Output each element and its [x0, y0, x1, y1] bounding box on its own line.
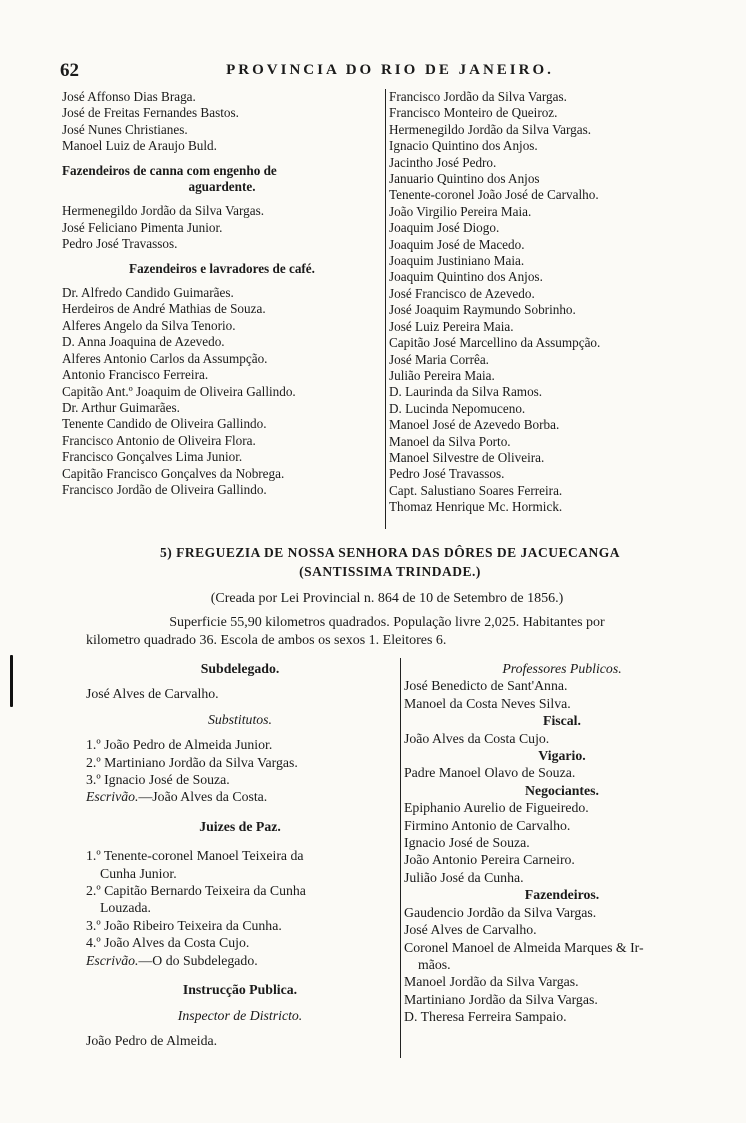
- list-item: Alferes Antonio Carlos da Assumpção.: [62, 350, 268, 366]
- list-item: Manoel da Silva Porto.: [389, 433, 511, 449]
- list-item: Joaquim José Diogo.: [389, 220, 500, 236]
- list-item: Hermenegildo Jordão da Silva Vargas.: [62, 203, 265, 219]
- list-item: José de Freitas Fernandes Bastos.: [62, 105, 239, 121]
- section-heading: Substitutos.: [207, 711, 272, 727]
- escrivao-value: —João Alves da Costa.: [138, 789, 268, 805]
- list-item: José Alves de Carvalho.: [404, 922, 537, 938]
- list-item: Manoel da Costa Neves Silva.: [404, 695, 571, 711]
- list-item: Januario Quintino dos Anjos: [389, 171, 540, 187]
- list-item: Dr. Alfredo Candido Guimarães.: [62, 285, 234, 301]
- list-item: Dr. Arthur Guimarães.: [62, 399, 180, 415]
- list-item: João Virgilio Pereira Maia.: [389, 203, 532, 219]
- column-divider: [385, 89, 386, 529]
- list-item: Hermenegildo Jordão da Silva Vargas.: [389, 121, 592, 137]
- list-item: Capitão Francisco Gonçalves da Nobrega.: [62, 465, 285, 481]
- list-item: D. Anna Joaquina de Azevedo.: [62, 334, 225, 350]
- list-item: Louzada.: [100, 900, 151, 916]
- list-item: D. Theresa Ferreira Sampaio.: [404, 1009, 567, 1025]
- statistics-line: kilometro quadrado 36. Escola de ambos os sexos 1. Eleitores 6.: [86, 633, 447, 648]
- list-item: Padre Manoel Olavo de Souza.: [404, 765, 576, 781]
- statistics-line: Superficie 55,90 kilometros quadrados. População livre 2,025. Habitantes por: [169, 615, 605, 630]
- list-item: 2.º Capitão Bernardo Teixeira da Cunha: [86, 883, 306, 899]
- section-heading: Vigario.: [538, 748, 586, 764]
- top-right-column: [389, 89, 719, 516]
- list-item: D. Laurinda da Silva Ramos.: [389, 384, 543, 400]
- list-item: Capt. Salustiano Soares Ferreira.: [389, 482, 563, 498]
- list-item: Francisco Jordão de Oliveira Gallindo.: [62, 481, 267, 497]
- page-number: 62: [60, 60, 79, 81]
- section-subtitle: (SANTISSIMA TRINDADE.): [299, 564, 481, 579]
- list-item: Tenente-coronel João José de Carvalho.: [389, 187, 599, 203]
- section-heading: Fazendeiros de canna com engenho de: [62, 162, 277, 178]
- list-item: Francisco Jordão da Silva Vargas.: [389, 89, 567, 104]
- column-divider: [400, 658, 401, 1058]
- list-item: Jacintho José Pedro.: [389, 154, 497, 170]
- list-item: Herdeiros de André Mathias de Souza.: [62, 301, 266, 317]
- list-item: Manoel Luiz de Araujo Buld.: [62, 138, 217, 154]
- list-item: Capitão Ant.º Joaquim de Oliveira Gallindo.: [62, 383, 296, 399]
- list-item: [86, 952, 394, 969]
- list-item: Manoel José de Azevedo Borba.: [389, 417, 560, 433]
- list-item: Coronel Manoel de Almeida Marques & Ir-: [404, 939, 644, 955]
- list-item: Capitão José Marcellino da Assumpção.: [389, 335, 601, 351]
- list-item: José Benedicto de Sant'Anna.: [404, 678, 568, 694]
- section-heading: Fazendeiros.: [524, 887, 600, 903]
- bottom-right-column: [404, 660, 720, 1026]
- section-heading: Inspector de Districto.: [177, 1007, 303, 1023]
- list-item: 3.º Ignacio José de Souza.: [86, 772, 230, 788]
- section-heading: Professores Publicos.: [502, 661, 622, 676]
- section-heading: Subdelegado.: [200, 661, 280, 676]
- list-item: José Alves de Carvalho.: [86, 686, 219, 702]
- top-left-column: [62, 89, 382, 498]
- list-item: Joaquim Quintino dos Anjos.: [389, 269, 543, 285]
- list-item: João Antonio Pereira Carneiro.: [404, 852, 575, 868]
- list-item: Epiphanio Aurelio de Figueiredo.: [404, 800, 589, 816]
- escrivao-label: Escrivão.: [86, 789, 139, 805]
- list-item: Manoel Jordão da Silva Vargas.: [404, 974, 579, 990]
- section-heading: Instrucção Publica.: [182, 982, 298, 998]
- list-item: D. Lucinda Nepomuceno.: [389, 400, 526, 416]
- list-item: Manoel Silvestre de Oliveira.: [389, 449, 545, 465]
- bottom-left-column: [86, 660, 394, 1049]
- list-item: Ignacio José de Souza.: [404, 835, 530, 851]
- list-item: José Nunes Christianes.: [62, 121, 188, 137]
- list-item: Pedro José Travassos.: [62, 236, 178, 252]
- list-item: José Francisco de Azevedo.: [389, 285, 535, 301]
- list-item: Julião Pereira Maia.: [389, 367, 495, 383]
- list-item: Martiniano Jordão da Silva Vargas.: [404, 991, 598, 1007]
- list-item: Cunha Junior.: [100, 865, 177, 881]
- list-item: José Affonso Dias Braga.: [62, 89, 196, 104]
- list-item: 1.º João Pedro de Almeida Junior.: [86, 737, 273, 753]
- escrivao-label: Escrivão.: [86, 952, 139, 968]
- margin-mark: [10, 655, 13, 707]
- list-item: Joaquim Justiniano Maia.: [389, 253, 525, 269]
- list-item: 4.º João Alves da Costa Cujo.: [86, 935, 250, 951]
- list-item: Julião José da Cunha.: [404, 869, 524, 885]
- list-item: Thomaz Henrique Mc. Hormick.: [389, 499, 563, 515]
- list-item: Ignacio Quintino dos Anjos.: [389, 138, 538, 154]
- list-item: Pedro José Travassos.: [389, 466, 505, 482]
- list-item: 2.º Martiniano Jordão da Silva Vargas.: [86, 754, 298, 770]
- list-item: João Alves da Costa Cujo.: [404, 730, 550, 746]
- list-item: 3.º João Ribeiro Teixeira da Cunha.: [86, 917, 282, 933]
- list-item: mãos.: [418, 956, 451, 972]
- list-item: José Joaquim Raymundo Sobrinho.: [389, 302, 576, 318]
- section-heading: Negociantes.: [525, 782, 599, 798]
- section-heading: aguardente.: [188, 179, 256, 195]
- list-item: Joaquim José de Macedo.: [389, 236, 525, 252]
- section-heading: Fiscal.: [543, 713, 581, 729]
- list-item: Gaudencio Jordão da Silva Vargas.: [404, 904, 597, 920]
- list-item: [86, 788, 394, 805]
- list-item: 1.º Tenente-coronel Manoel Teixeira da: [86, 848, 304, 864]
- list-item: José Luiz Pereira Maia.: [389, 318, 514, 334]
- section-heading: Juizes de Paz.: [199, 818, 281, 834]
- page-header: [60, 60, 720, 86]
- list-item: José Feliciano Pimenta Junior.: [62, 219, 223, 235]
- list-item: Alferes Angelo da Silva Tenorio.: [62, 317, 236, 333]
- list-item: Francisco Gonçalves Lima Junior.: [62, 449, 243, 465]
- list-item: Firmino Antonio de Carvalho.: [404, 817, 571, 833]
- list-item: Francisco Monteiro de Queiroz.: [389, 105, 558, 121]
- running-title: PROVINCIA DO RIO DE JANEIRO.: [226, 62, 554, 78]
- list-item: Antonio Francisco Ferreira.: [62, 367, 209, 383]
- creation-note: (Creada por Lei Provincial n. 864 de 10 de Setembro de 1856.): [210, 591, 564, 606]
- escrivao-value: —O do Subdelegado.: [138, 952, 258, 968]
- list-item: Francisco Antonio de Oliveira Flora.: [62, 432, 256, 448]
- list-item: José Maria Corrêa.: [389, 351, 489, 367]
- list-item: Tenente Candido de Oliveira Gallindo.: [62, 416, 267, 432]
- list-item: João Pedro de Almeida.: [86, 1032, 218, 1048]
- section-heading: Fazendeiros e lavradores de café.: [129, 260, 315, 276]
- section-title: 5) FREGUEZIA DE NOSSA SENHORA DAS DÔRES DE JACUECANGA: [159, 545, 621, 560]
